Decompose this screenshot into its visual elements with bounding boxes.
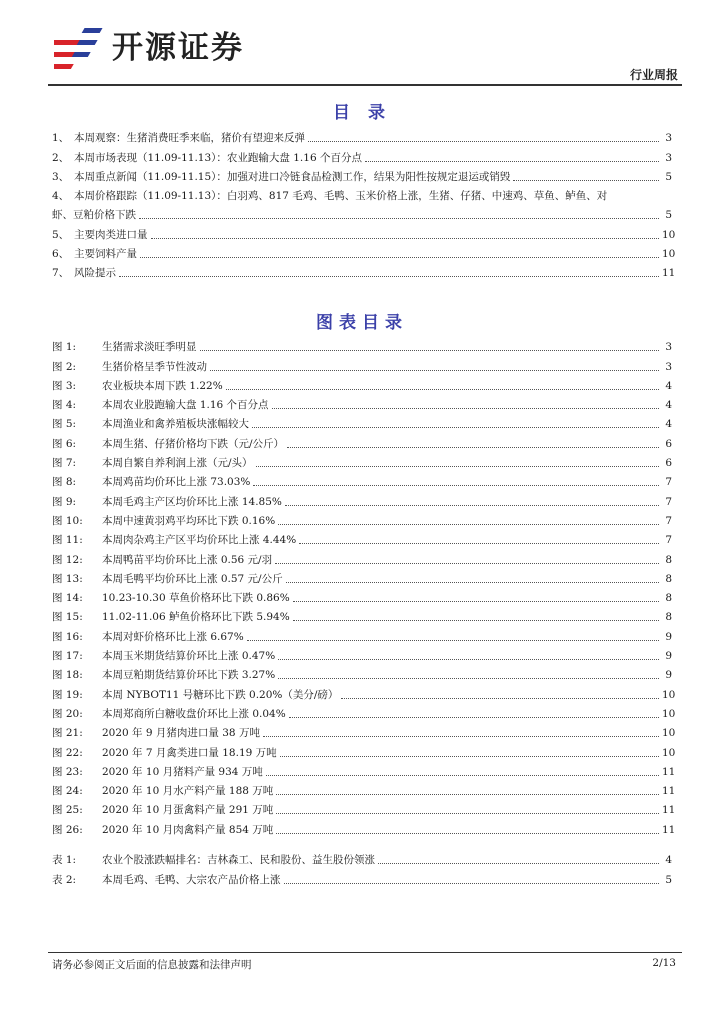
footer-disclaimer: 请务必参阅正文后面的信息披露和法律声明 <box>52 959 252 971</box>
entry-page: 11 <box>662 823 676 836</box>
entry-page: 7 <box>665 514 672 527</box>
toc-entry[interactable] <box>52 145 672 164</box>
entry-page: 11 <box>662 267 676 280</box>
leader-dots <box>276 813 659 814</box>
entry-title: 本周豆粕期货结算价环比下跌 3.27% <box>102 669 276 682</box>
entry-title: 本周玉米期货结算价环比上涨 0.47% <box>102 650 276 663</box>
entry-title: 2020 年 10 月猪料产量 934 万吨 <box>102 765 263 778</box>
leader-dots <box>200 350 660 351</box>
figure-entry[interactable] <box>52 412 672 431</box>
entry-title: 生猪需求淡旺季明显 <box>102 341 197 354</box>
figure-entry[interactable] <box>52 663 672 682</box>
entry-number: 图 16: <box>52 630 83 643</box>
entry-number: 图 14: <box>52 592 83 605</box>
entry-number: 图 25: <box>52 804 83 817</box>
leader-dots <box>266 775 659 776</box>
figure-entry[interactable] <box>52 451 672 470</box>
entry-page: 3 <box>665 132 672 145</box>
entry-number: 图 23: <box>52 765 83 778</box>
entry-page: 5 <box>665 209 672 222</box>
entry-title: 农业板块本周下跌 1.22% <box>102 379 223 392</box>
leader-dots <box>513 180 659 181</box>
entry-title: 本周毛鸡、毛鸭、大宗农产品价格上涨 <box>102 873 281 886</box>
toc-list <box>52 126 676 280</box>
entry-title: 2020 年 9 月猪肉进口量 38 万吨 <box>102 727 260 740</box>
entry-page: 7 <box>665 495 672 508</box>
leader-dots <box>151 238 660 239</box>
entry-number: 图 9: <box>52 495 77 508</box>
leader-dots <box>276 833 659 834</box>
entry-number: 7、 <box>52 267 70 280</box>
entry-title: 11.02-11.06 鲈鱼价格环比下跌 5.94% <box>102 611 290 624</box>
leader-dots <box>119 276 659 277</box>
entry-title: 本周生猪、仔猪价格均下跌（元/公斤） <box>102 437 285 450</box>
figure-entry[interactable] <box>52 547 672 566</box>
table-entry[interactable] <box>52 867 672 886</box>
leader-dots <box>308 141 659 142</box>
toc-entry[interactable] <box>52 261 676 280</box>
entry-number: 4、 <box>52 190 70 203</box>
leader-dots <box>263 736 659 737</box>
figure-toc-title: 图表目录 <box>316 313 408 333</box>
entry-title: 本周中速黄羽鸡平均环比下跌 0.16% <box>102 514 276 527</box>
toc-entry[interactable] <box>52 165 672 184</box>
figure-entry[interactable] <box>52 644 672 663</box>
leader-dots <box>278 524 659 525</box>
figure-entry[interactable] <box>52 605 672 624</box>
leader-dots <box>341 698 659 699</box>
figure-entry[interactable] <box>52 740 676 759</box>
entry-page: 9 <box>665 630 672 643</box>
entry-number: 图 8: <box>52 476 77 489</box>
leader-dots <box>278 678 659 679</box>
entry-page: 6 <box>665 437 672 450</box>
figure-entry[interactable] <box>52 760 676 779</box>
entry-number: 图 17: <box>52 650 83 663</box>
figure-entry[interactable] <box>52 702 676 721</box>
entry-number: 图 1: <box>52 341 77 354</box>
entry-page: 6 <box>665 457 672 470</box>
leader-dots <box>139 218 659 219</box>
figure-entry[interactable] <box>52 721 676 740</box>
entry-page: 4 <box>665 379 672 392</box>
entry-page: 11 <box>662 804 676 817</box>
entry-number: 图 21: <box>52 727 83 740</box>
entry-page: 7 <box>665 476 672 489</box>
entry-title: 2020 年 10 月肉禽料产量 854 万吨 <box>102 823 274 836</box>
entry-title-continued: 虾、豆粕价格下跌 <box>52 209 136 222</box>
leader-dots <box>289 717 659 718</box>
entry-page: 3 <box>665 360 672 373</box>
figure-entry[interactable] <box>52 586 672 605</box>
leader-dots <box>275 563 659 564</box>
leader-dots <box>210 370 659 371</box>
leader-dots <box>285 505 659 506</box>
entry-title: 2020 年 7 月禽类进口量 18.19 万吨 <box>102 746 277 759</box>
toc-entry[interactable] <box>52 126 672 145</box>
entry-number: 图 7: <box>52 457 77 470</box>
entry-page: 11 <box>662 785 676 798</box>
figure-entry[interactable] <box>52 470 672 489</box>
entry-number: 2、 <box>52 151 70 164</box>
leader-dots <box>253 485 659 486</box>
entry-title: 2020 年 10 月水产料产量 188 万吨 <box>102 785 274 798</box>
figure-entry[interactable] <box>52 779 676 798</box>
toc-entry-continuation[interactable] <box>52 203 672 222</box>
entry-number: 表 1: <box>52 854 77 867</box>
entry-number: 图 3: <box>52 379 77 392</box>
toc-entry[interactable] <box>52 184 672 203</box>
toc-entry[interactable] <box>52 222 676 241</box>
entry-page: 10 <box>662 727 676 740</box>
leader-dots <box>247 640 659 641</box>
leader-dots <box>287 447 659 448</box>
entry-number: 1、 <box>52 132 70 145</box>
toc-entry[interactable] <box>52 242 676 261</box>
entry-title: 本周观察：生猪消费旺季来临，猪价有望迎来反弹 <box>74 132 305 145</box>
leader-dots <box>276 794 659 795</box>
entry-number: 图 22: <box>52 746 83 759</box>
figure-entry[interactable] <box>52 798 676 817</box>
entry-title: 本周肉杂鸡主产区平均价环比上涨 4.44% <box>102 534 297 547</box>
entry-number: 图 12: <box>52 553 83 566</box>
leader-dots <box>293 620 659 621</box>
entry-title: 本周重点新闻（11.09-11.15）：加强对进口冷链食品检测工作，结果为阳性按规定退运或销毁 <box>74 170 511 183</box>
entry-page: 8 <box>665 572 672 585</box>
figure-list <box>52 335 676 837</box>
entry-title: 本周毛鸡主产区均价环比上涨 14.85% <box>102 495 282 508</box>
entry-page: 8 <box>665 592 672 605</box>
leader-dots <box>378 863 659 864</box>
leader-dots <box>293 601 659 602</box>
entry-page: 4 <box>665 854 672 867</box>
entry-number: 图 11: <box>52 534 83 547</box>
figure-entry[interactable] <box>52 817 676 836</box>
figure-entry[interactable] <box>52 393 672 412</box>
leader-dots <box>280 756 659 757</box>
entry-page: 3 <box>665 341 672 354</box>
figure-entry[interactable] <box>52 431 672 450</box>
entry-number: 图 26: <box>52 823 83 836</box>
entry-page: 4 <box>665 399 672 412</box>
figure-entry[interactable] <box>52 682 676 701</box>
entry-page: 5 <box>665 170 672 183</box>
entry-page: 5 <box>665 873 672 886</box>
entry-title: 风险提示 <box>74 267 116 280</box>
entry-number: 6、 <box>52 248 70 261</box>
entry-page: 7 <box>665 534 672 547</box>
entry-page: 10 <box>662 248 676 261</box>
entry-number: 图 2: <box>52 360 77 373</box>
figure-entry[interactable] <box>52 528 672 547</box>
leader-dots <box>365 161 659 162</box>
entry-page: 3 <box>665 151 672 164</box>
figure-entry[interactable] <box>52 374 672 393</box>
entry-page: 8 <box>665 611 672 624</box>
entry-number: 图 15: <box>52 611 83 624</box>
entry-title: 本周鸭苗平均价环比上涨 0.56 元/羽 <box>102 553 273 566</box>
page-number: 2/13 <box>652 957 676 969</box>
entry-title: 本周 NYBOT11 号糖环比下跌 0.20%（美分/磅） <box>102 688 339 701</box>
figure-entry[interactable] <box>52 354 672 373</box>
entry-title: 主要饲料产量 <box>74 248 137 261</box>
figure-entry[interactable] <box>52 624 672 643</box>
entry-page: 9 <box>665 669 672 682</box>
entry-title: 主要肉类进口量 <box>74 228 148 241</box>
company-name: 开源证券 <box>112 30 244 66</box>
leader-dots <box>286 582 659 583</box>
entry-number: 图 6: <box>52 437 77 450</box>
entry-title: 2020 年 10 月蛋禽料产量 291 万吨 <box>102 804 274 817</box>
page-header <box>48 18 682 88</box>
entry-number: 图 20: <box>52 707 83 720</box>
entry-title: 本周渔业和禽养殖板块涨幅较大 <box>102 418 249 431</box>
entry-title: 本周农业股跑输大盘 1.16 个百分点 <box>102 399 269 412</box>
entry-page: 9 <box>665 650 672 663</box>
leader-dots <box>284 883 660 884</box>
entry-title: 本周对虾价格环比上涨 6.67% <box>102 630 244 643</box>
entry-title: 本周市场表现（11.09-11.13）：农业跑输大盘 1.16 个百分点 <box>74 151 362 164</box>
footer-divider <box>48 952 682 953</box>
entry-number: 5、 <box>52 228 70 241</box>
entry-number: 图 13: <box>52 572 83 585</box>
leader-dots <box>299 543 659 544</box>
figure-entry[interactable] <box>52 567 672 586</box>
figure-entry[interactable] <box>52 509 672 528</box>
entry-title: 本周价格跟踪（11.09-11.13）：白羽鸡、817 毛鸡、毛鸭、玉米价格上涨，生猪、仔猪、中速鸡、草鱼、鲈鱼、对 <box>74 190 608 203</box>
figure-entry[interactable] <box>52 489 672 508</box>
leader-dots <box>226 389 659 390</box>
entry-number: 图 19: <box>52 688 83 701</box>
figure-entry[interactable] <box>52 335 672 354</box>
leader-dots <box>278 659 659 660</box>
entry-page: 11 <box>662 765 676 778</box>
entry-title: 农业个股涨跌幅排名：吉林森工、民和股份、益生股份领涨 <box>102 854 375 867</box>
entry-page: 10 <box>662 707 676 720</box>
entry-title: 本周鸡苗均价环比上涨 73.03% <box>102 476 251 489</box>
entry-page: 4 <box>665 418 672 431</box>
entry-title: 本周自繁自养利润上涨（元/头） <box>102 457 253 470</box>
entry-number: 图 24: <box>52 785 83 798</box>
entry-title: 生猪价格呈季节性波动 <box>102 360 207 373</box>
entry-page: 10 <box>662 746 676 759</box>
entry-number: 表 2: <box>52 873 77 886</box>
leader-dots <box>140 257 659 258</box>
report-type: 行业周报 <box>629 68 678 82</box>
entry-page: 8 <box>665 553 672 566</box>
header-divider <box>48 84 682 86</box>
leader-dots <box>272 408 659 409</box>
entry-title: 本周郑商所白糖收盘价环比上涨 0.04% <box>102 707 286 720</box>
leader-dots <box>256 466 659 467</box>
entry-title: 本周毛鸭平均价环比上涨 0.57 元/公斤 <box>102 572 283 585</box>
entry-number: 图 10: <box>52 514 83 527</box>
entry-number: 图 5: <box>52 418 77 431</box>
entry-title: 10.23-10.30 草鱼价格环比下跌 0.86% <box>102 592 290 605</box>
entry-page: 10 <box>662 688 676 701</box>
entry-number: 图 4: <box>52 399 77 412</box>
table-entry[interactable] <box>52 848 672 867</box>
entry-number: 图 18: <box>52 669 83 682</box>
leader-dots <box>252 427 659 428</box>
toc-title: 目 录 <box>333 103 391 123</box>
table-list <box>52 848 672 887</box>
entry-page: 10 <box>662 228 676 241</box>
entry-number: 3、 <box>52 170 70 183</box>
